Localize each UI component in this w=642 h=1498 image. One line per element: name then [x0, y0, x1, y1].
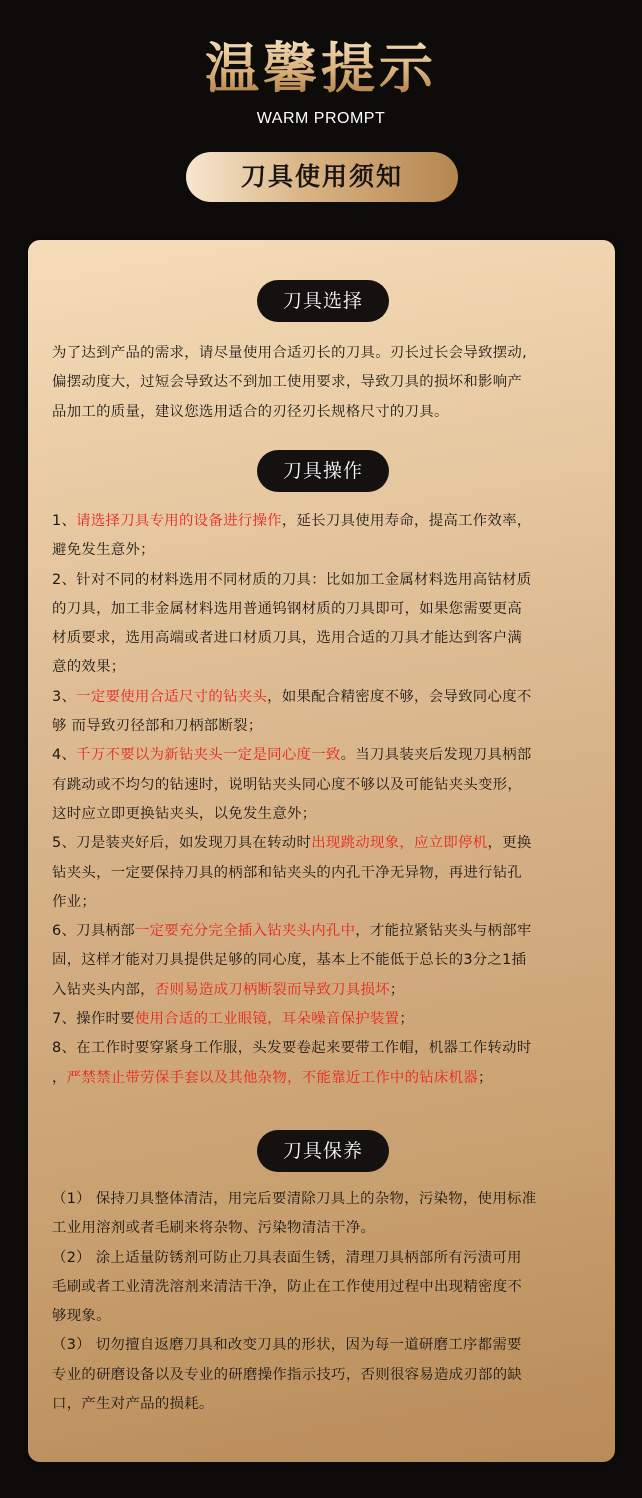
text-line: 够现象。: [52, 1308, 111, 1325]
text-segment: 7、操作时要: [52, 1011, 135, 1028]
text-segment: ，更换: [487, 835, 532, 852]
text-line: 作业；: [52, 893, 97, 910]
highlight-text: 一定要使用合适尺寸的钻夹头: [76, 688, 268, 705]
text-line: 为了达到产品的需求，请尽量使用合适刃长的刀具。刃长过长会导致摆动,: [52, 345, 527, 361]
text-line: 钻夹头，一定要保持刀具的柄部和钻夹头的内孔干净无异物，再进行钻孔: [52, 864, 523, 881]
section-title-maintenance: 刀具保养: [257, 1130, 389, 1172]
text-line: 意的效果；: [52, 659, 126, 676]
text-line: 的刀具，加工非金属材料选用普通钨钢材质的刀具即可，如果您需要更高: [52, 600, 523, 617]
highlight-text: 请选择刀具专用的设备进行操作: [76, 513, 282, 529]
text-line: [52, 1005, 600, 1034]
text-line: [52, 741, 600, 770]
text-segment: ；: [389, 981, 405, 998]
text-line: [52, 507, 600, 536]
text-line: 毛刷或者工业清洗溶剂来清洁干净，防止在工作使用过程中出现精密度不: [52, 1278, 523, 1295]
section-body-maintenance: [52, 1185, 600, 1419]
text-line: [52, 829, 600, 858]
text-segment: 。当刀具装夹后发现刀具柄部: [340, 747, 532, 764]
text-line: 够 而导致刃径部和刀柄部断裂；: [52, 718, 263, 735]
section-body-operation: [52, 507, 600, 1093]
text-line: 口，产生对产品的损耗。: [52, 1396, 214, 1413]
text-line: 避免发生意外；: [52, 542, 155, 559]
page-subtitle: WARM PROMPT: [256, 110, 386, 127]
page-title: 温馨提示: [0, 36, 642, 100]
text-line: 固，这样才能对刀具提供足够的同心度，基本上不能低于总长的3分之1插: [52, 952, 527, 969]
text-line: [52, 976, 600, 1005]
highlight-text: 出现跳动现象，应立即停机: [311, 835, 488, 852]
highlight-text: 否则易造成刀柄断裂而导致刀具损坏: [154, 981, 390, 998]
text-line: [52, 917, 600, 946]
text-line: 偏摆动度大，过短会导致达不到加工使用要求，导致刀具的损坏和影响产: [52, 374, 523, 391]
text-line: 有跳动或不均匀的钻速时，说明钻夹头同心度不够以及可能钻夹头变形，: [52, 776, 523, 793]
section-title-operation: 刀具操作: [257, 450, 389, 492]
text-segment: 5、刀是装夹好后，如发现刀具在转动时: [52, 835, 312, 852]
text-segment: ，如果配合精密度不够，会导致同心度不: [267, 688, 532, 705]
text-line: 这时应立即更换钻夹头，以免发生意外；: [52, 805, 317, 822]
text-segment: ，: [52, 1069, 67, 1086]
text-line: （2） 涂上适量防锈剂可防止刀具表面生锈，清理刀具柄部所有污渍可用: [52, 1249, 522, 1266]
text-segment: 入钻夹头内部，: [52, 981, 155, 998]
text-line: 2、针对不同的材料选用不同材质的刀具：比如加工金属材料选用高钴材质: [52, 571, 532, 588]
text-line: 8、在工作时要穿紧身工作服，头发要卷起来要带工作帽，机器工作转动时: [52, 1040, 532, 1057]
header: [0, 0, 642, 235]
highlight-text: 严禁禁止带劳保手套以及其他杂物，不能靠近工作中的钻床机器: [66, 1069, 479, 1086]
text-line: （3） 切勿擅自返磨刀具和改变刀具的形状，因为每一道研磨工序都需要: [52, 1337, 522, 1354]
text-segment: ；: [478, 1069, 493, 1086]
text-line: [52, 1064, 600, 1093]
section-title-selection: 刀具选择: [257, 280, 389, 322]
text-line: [52, 683, 600, 712]
text-segment: ，才能拉紧钻夹头与柄部牢: [355, 923, 532, 940]
text-segment: 4、: [52, 747, 77, 764]
text-segment: ，延长刀具使用寿命，提高工作效率，: [281, 513, 532, 529]
text-line: 品加工的质量，建议您选用适合的刃径刃长规格尺寸的刀具。: [52, 403, 449, 420]
text-segment: 1、: [52, 513, 77, 529]
highlight-text: 一定要充分完全插入钻夹头内孔中: [134, 923, 356, 940]
text-line: 材质要求，选用高端或者进口材质刀具，选用合适的刀具才能达到客户满: [52, 630, 523, 647]
section-body-selection: [52, 339, 600, 427]
highlight-text: 千万不要以为新钻夹头一定是同心度一致: [76, 747, 341, 764]
text-segment: 3、: [52, 688, 77, 705]
text-line: 工业用溶剂或者毛刷来将杂物、污染物清洁干净。: [52, 1220, 376, 1237]
highlight-text: 使用合适的工业眼镜，耳朵噪音保护装置: [134, 1011, 400, 1028]
text-segment: ；: [399, 1011, 415, 1028]
text-segment: 6、刀具柄部: [52, 923, 135, 940]
text-line: 专业的研磨设备以及专业的研磨操作指示技巧，否则很容易造成刃部的缺: [52, 1366, 523, 1383]
text-line: （1） 保持刀具整体清洁，用完后要清除刀具上的杂物，污染物，使用标准: [52, 1191, 537, 1207]
title-badge: 刀具使用须知: [186, 152, 458, 202]
